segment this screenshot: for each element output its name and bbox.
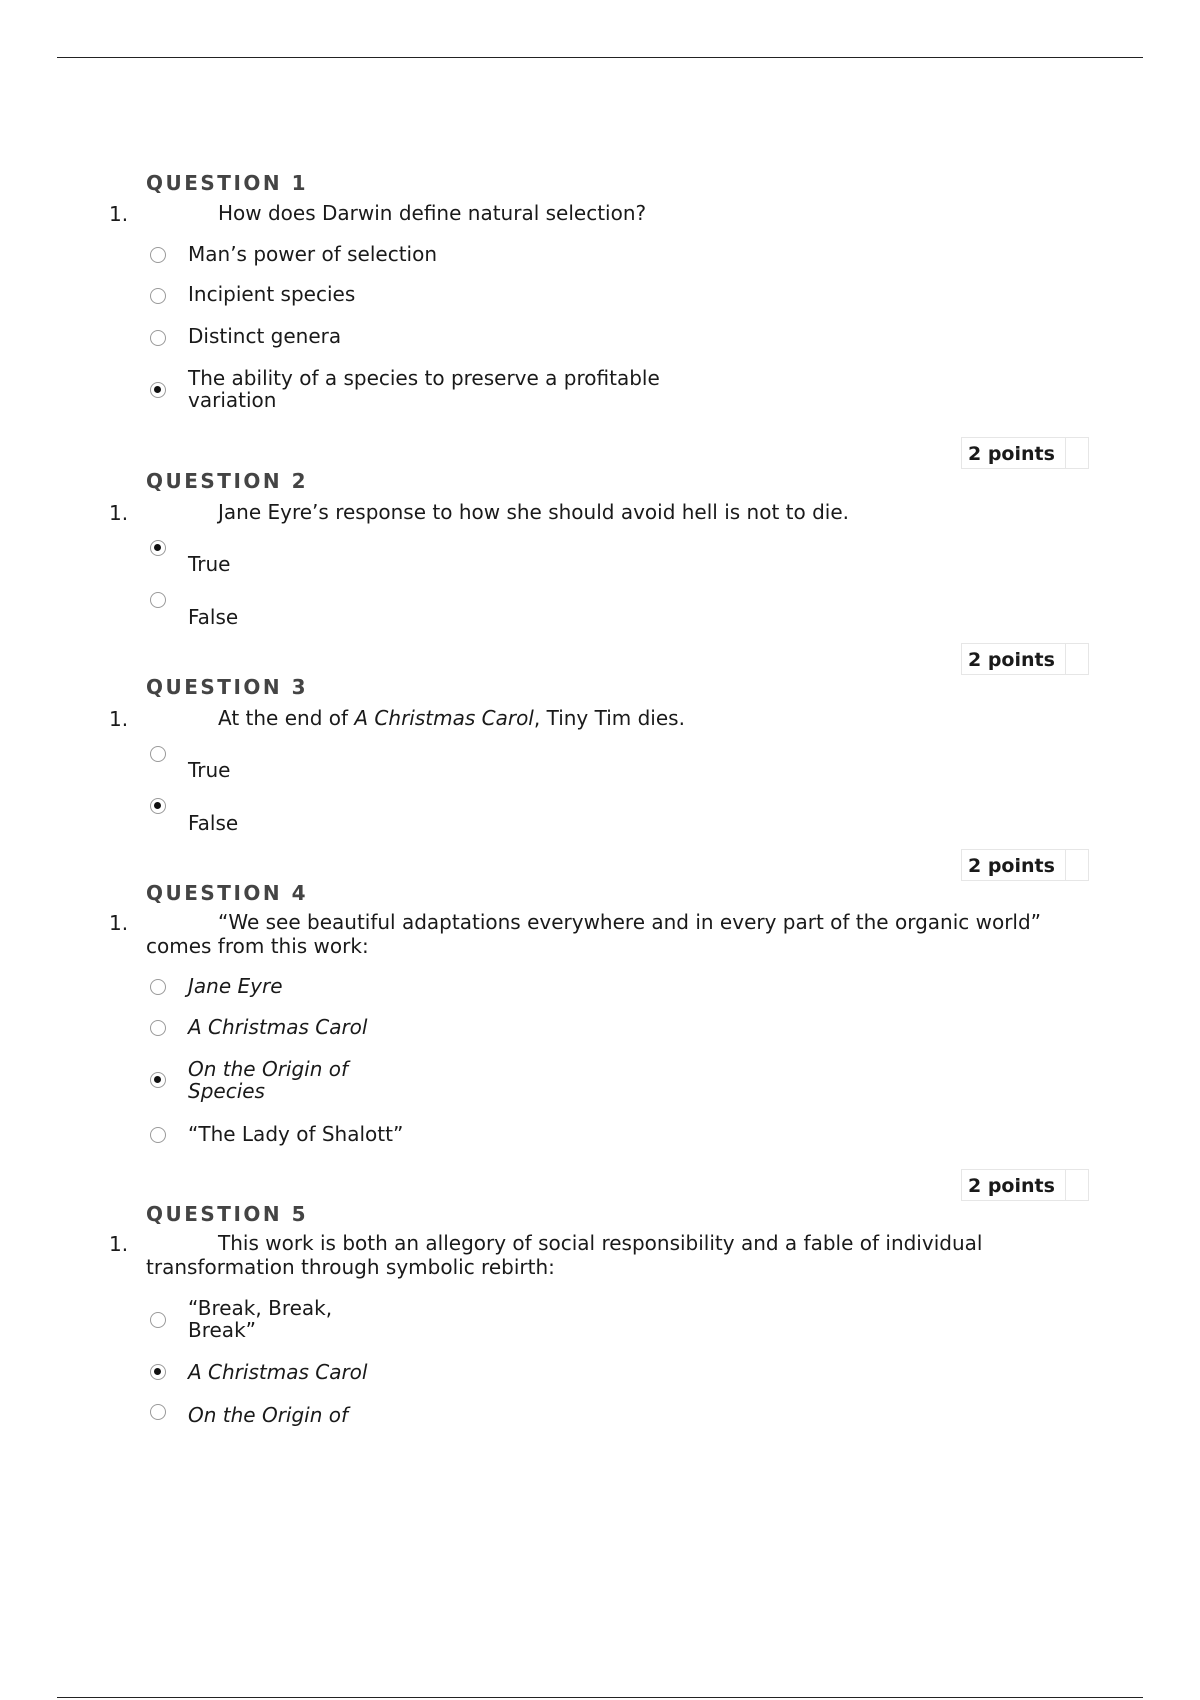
q4-option-1-label: Jane Eyre: [188, 974, 283, 998]
q5-option-1-radio[interactable]: [150, 1312, 166, 1328]
q1-option-1-label: Man’s power of selection: [188, 242, 438, 266]
q5-option-3-radio[interactable]: [150, 1404, 166, 1420]
q1-option-2-label: Incipient species: [188, 282, 356, 306]
question-1-points: 2 points: [968, 443, 1055, 465]
q3-option-1-label: True: [188, 758, 231, 782]
q4-option-2-radio[interactable]: [150, 1020, 166, 1036]
q2-option-1-radio[interactable]: [150, 540, 166, 556]
q5-option-2-label: A Christmas Carol: [188, 1360, 368, 1384]
question-1-number: 1.: [109, 202, 129, 226]
q1-option-4-label: The ability of a species to preserve a profitable variation: [188, 366, 660, 412]
bottom-rule: [57, 1697, 1143, 1698]
q4-option-3-radio[interactable]: [150, 1072, 166, 1088]
q1-option-3-radio[interactable]: [150, 330, 166, 346]
q5-option-1-label: “Break, Break, Break”: [188, 1296, 333, 1342]
question-3-points: 2 points: [968, 855, 1055, 877]
q3-option-2-radio[interactable]: [150, 798, 166, 814]
q3-option-2-label: False: [188, 811, 239, 835]
q3-option-1-radio[interactable]: [150, 746, 166, 762]
question-2-text: Jane Eyre’s response to how she should avoid hell is not to die.: [218, 500, 850, 524]
question-4-text-line-1: “We see beautiful adaptations everywhere and in every part of the organic world”: [218, 910, 1042, 934]
q2-option-1-label: True: [188, 552, 231, 576]
question-4-points: 2 points: [968, 1175, 1055, 1197]
q5-option-2-radio[interactable]: [150, 1364, 166, 1380]
question-4-number: 1.: [109, 911, 129, 935]
q4-option-4-label: “The Lady of Shalott”: [188, 1122, 404, 1146]
question-4-title: QUESTION 4: [146, 881, 309, 905]
q1-option-3-label: Distinct genera: [188, 324, 342, 348]
q1-option-2-radio[interactable]: [150, 288, 166, 304]
question-2-title: QUESTION 2: [146, 469, 309, 493]
question-5-text-line-2: transformation through symbolic rebirth:: [146, 1255, 555, 1279]
question-3-points-box: [961, 849, 1089, 881]
question-2-number: 1.: [109, 501, 129, 525]
question-3-title: QUESTION 3: [146, 675, 309, 699]
q1-option-4-radio[interactable]: [150, 382, 166, 398]
question-2-points: 2 points: [968, 649, 1055, 671]
q1-option-1-radio[interactable]: [150, 247, 166, 263]
q4-option-3-label: On the Origin of Species: [188, 1057, 349, 1103]
question-4-points-box: [961, 1169, 1089, 1201]
question-1-text: How does Darwin define natural selection?: [218, 201, 647, 225]
question-4-text-line-2: comes from this work:: [146, 934, 369, 958]
q4-option-1-radio[interactable]: [150, 979, 166, 995]
top-rule: [57, 57, 1143, 58]
question-1-title: QUESTION 1: [146, 171, 309, 195]
question-2-points-box: [961, 643, 1089, 675]
question-3-text: At the end of A Christmas Carol, Tiny Tim dies.: [218, 706, 685, 730]
q4-option-4-radio[interactable]: [150, 1127, 166, 1143]
question-3-number: 1.: [109, 707, 129, 731]
q5-option-3-label: On the Origin of: [188, 1403, 349, 1427]
q2-option-2-label: False: [188, 605, 239, 629]
question-5-text-line-1: This work is both an allegory of social responsibility and a fable of individual: [218, 1231, 983, 1255]
question-5-title: QUESTION 5: [146, 1202, 309, 1226]
q4-option-2-label: A Christmas Carol: [188, 1015, 368, 1039]
q2-option-2-radio[interactable]: [150, 592, 166, 608]
question-5-number: 1.: [109, 1232, 129, 1256]
question-1-points-box: [961, 437, 1089, 469]
question-3-text-title: A Christmas Carol: [354, 706, 534, 730]
